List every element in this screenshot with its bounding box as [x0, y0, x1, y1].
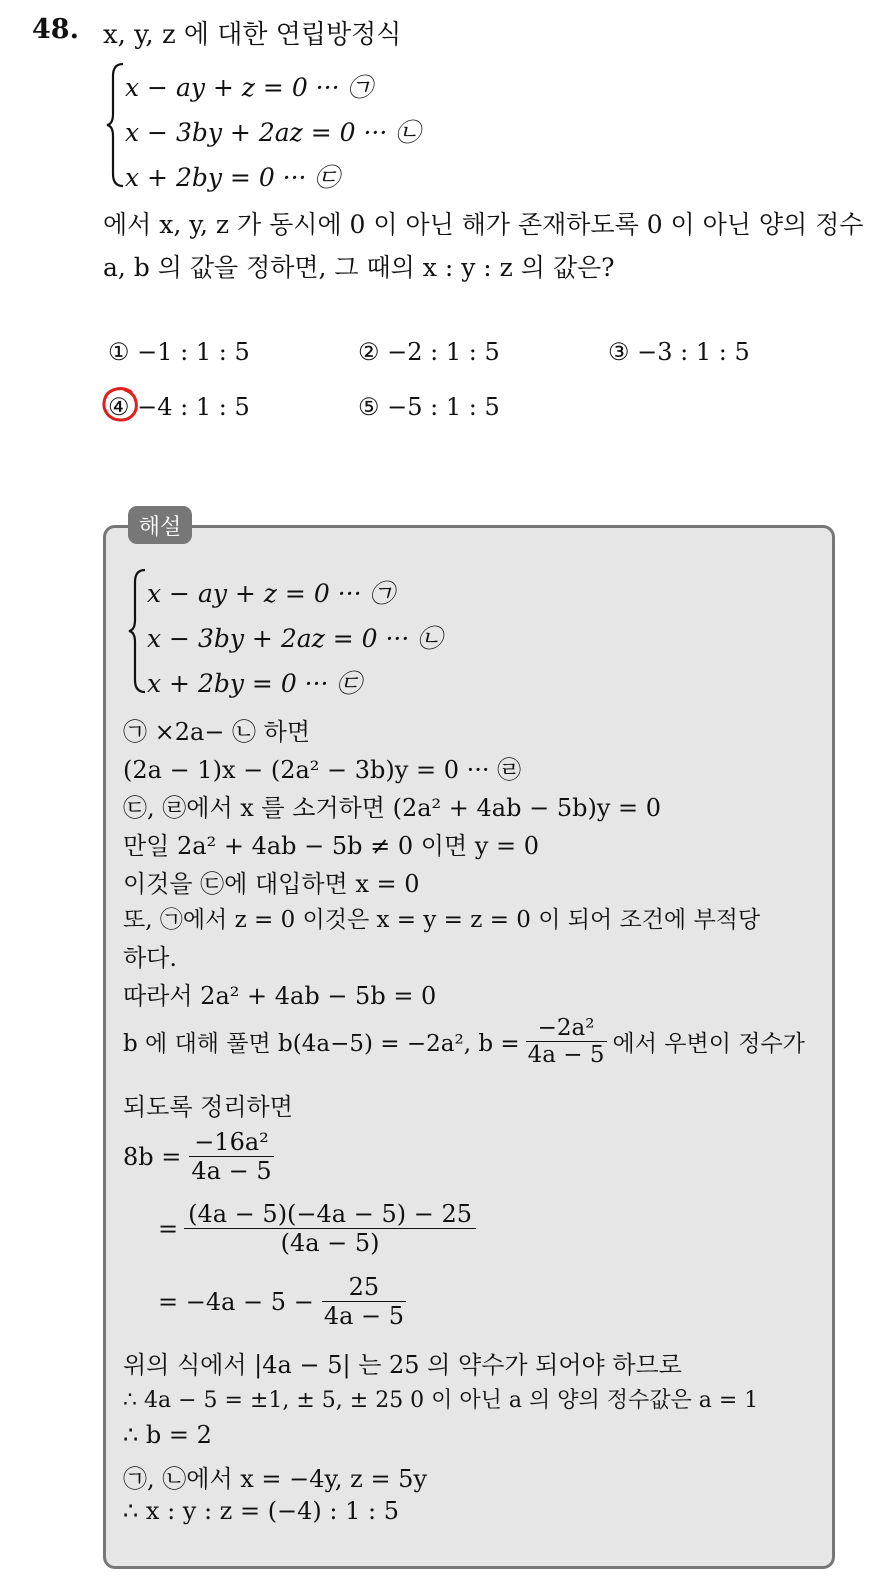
equation-step-1-numerator: −16a²: [194, 1128, 269, 1156]
equation-step-3-numerator: 25: [348, 1273, 380, 1301]
solution-line-11: 위의 식에서 |4a − 5| 는 25 의 약수가 되어야 하므로: [123, 1351, 682, 1379]
solution-line-15: ∴ x : y : z = (−4) : 1 : 5: [123, 1497, 400, 1525]
equation-step-1-fraction: [189, 1128, 273, 1185]
choice-1[interactable]: ① −1 : 1 : 5: [108, 338, 250, 366]
choice-2[interactable]: ② −2 : 1 : 5: [358, 338, 500, 366]
equation-step-2-denominator: (4a − 5): [184, 1228, 476, 1257]
fraction-b-denominator: 4a − 5: [527, 1042, 605, 1068]
solution-badge: 해설: [128, 506, 192, 544]
solution-line-9: [123, 1015, 805, 1068]
equation-step-3-denominator: 4a − 5: [323, 1302, 405, 1330]
system-equation-1: x − ay + z = 0 ··· ㉠: [125, 73, 373, 102]
solution-line-6: 또, ㉠에서 z = 0 이것은 x = y = z = 0 이 되어 조건에 부적당: [123, 907, 761, 933]
choice-5[interactable]: ⑤ −5 : 1 : 5: [358, 393, 500, 421]
system-equation-3: x + 2by = 0 ··· ㉢: [125, 163, 340, 192]
solution-line-9-end: 에서 우변이 정수가: [612, 1031, 805, 1057]
solution-line-8: 따라서 2a² + 4ab − 5b = 0: [123, 982, 437, 1010]
equation-step-1: [123, 1128, 274, 1185]
equation-step-3: [158, 1273, 406, 1330]
solution-line-7: 하다.: [123, 944, 177, 972]
solution-line-2: (2a − 1)x − (2a² − 3b)y = 0 ··· ㉣: [123, 756, 522, 784]
choice-4[interactable]: ④ −4 : 1 : 5: [108, 393, 250, 421]
solution-system-brace: [127, 568, 149, 694]
solution-line-4: 만일 2a² + 4ab − 5b ≠ 0 이면 y = 0: [123, 832, 539, 860]
answer-circle-mark: [101, 384, 141, 424]
equation-step-1-denominator: 4a − 5: [191, 1157, 272, 1185]
system-equation-2: x − 3by + 2az = 0 ··· ㉡: [125, 118, 421, 147]
solution-system-equation-2: x − 3by + 2az = 0 ··· ㉡: [147, 624, 443, 653]
equation-step-3-fraction: [322, 1273, 406, 1330]
solution-system-equation-1: x − ay + z = 0 ··· ㉠: [147, 579, 395, 608]
solution-line-5: 이것을 ㉢에 대입하면 x = 0: [123, 870, 420, 898]
solution-system-equation-3: x + 2by = 0 ··· ㉢: [147, 669, 362, 698]
equation-step-3-lhs: = −4a − 5 −: [158, 1287, 314, 1316]
fraction-b: [526, 1015, 607, 1068]
question-intro: x, y, z 에 대한 연립방정식: [103, 20, 402, 50]
solution-line-13: ∴ b = 2: [123, 1421, 212, 1449]
solution-line-14: ㉠, ㉡에서 x = −4y, z = 5y: [123, 1465, 428, 1493]
equation-step-2: [158, 1200, 474, 1257]
question-number: 48.: [32, 14, 79, 45]
solution-line-3: ㉢, ㉣에서 x 를 소거하면 (2a² + 4ab − 5b)y = 0: [123, 794, 662, 822]
equation-step-2-lhs: =: [158, 1214, 179, 1243]
question-body-line-1: 에서 x, y, z 가 동시에 0 이 아닌 해가 존재하도록 0 이 아닌 양의 정수: [103, 210, 864, 239]
solution-line-9-start: b 에 대해 풀면 b(4a−5) = −2a², b =: [123, 1031, 520, 1057]
solution-line-10: 되도록 정리하면: [123, 1093, 293, 1121]
equation-step-1-lhs: 8b =: [123, 1142, 182, 1171]
solution-line-12: ∴ 4a − 5 = ±1, ± 5, ± 25 0 이 아닌 a 의 양의 정수값은 a = 1: [123, 1388, 759, 1413]
solution-line-1: ㉠ ×2a− ㉡ 하면: [123, 718, 311, 746]
equation-step-2-numerator: (4a − 5)(−4a − 5) − 25: [188, 1200, 473, 1228]
question-body-line-2: a, b 의 값을 정하면, 그 때의 x : y : z 의 값은?: [103, 253, 615, 282]
system-brace: [105, 62, 127, 188]
fraction-b-numerator: −2a²: [537, 1015, 595, 1041]
equation-step-2-fraction: [186, 1200, 474, 1257]
choice-3[interactable]: ③ −3 : 1 : 5: [608, 338, 750, 366]
